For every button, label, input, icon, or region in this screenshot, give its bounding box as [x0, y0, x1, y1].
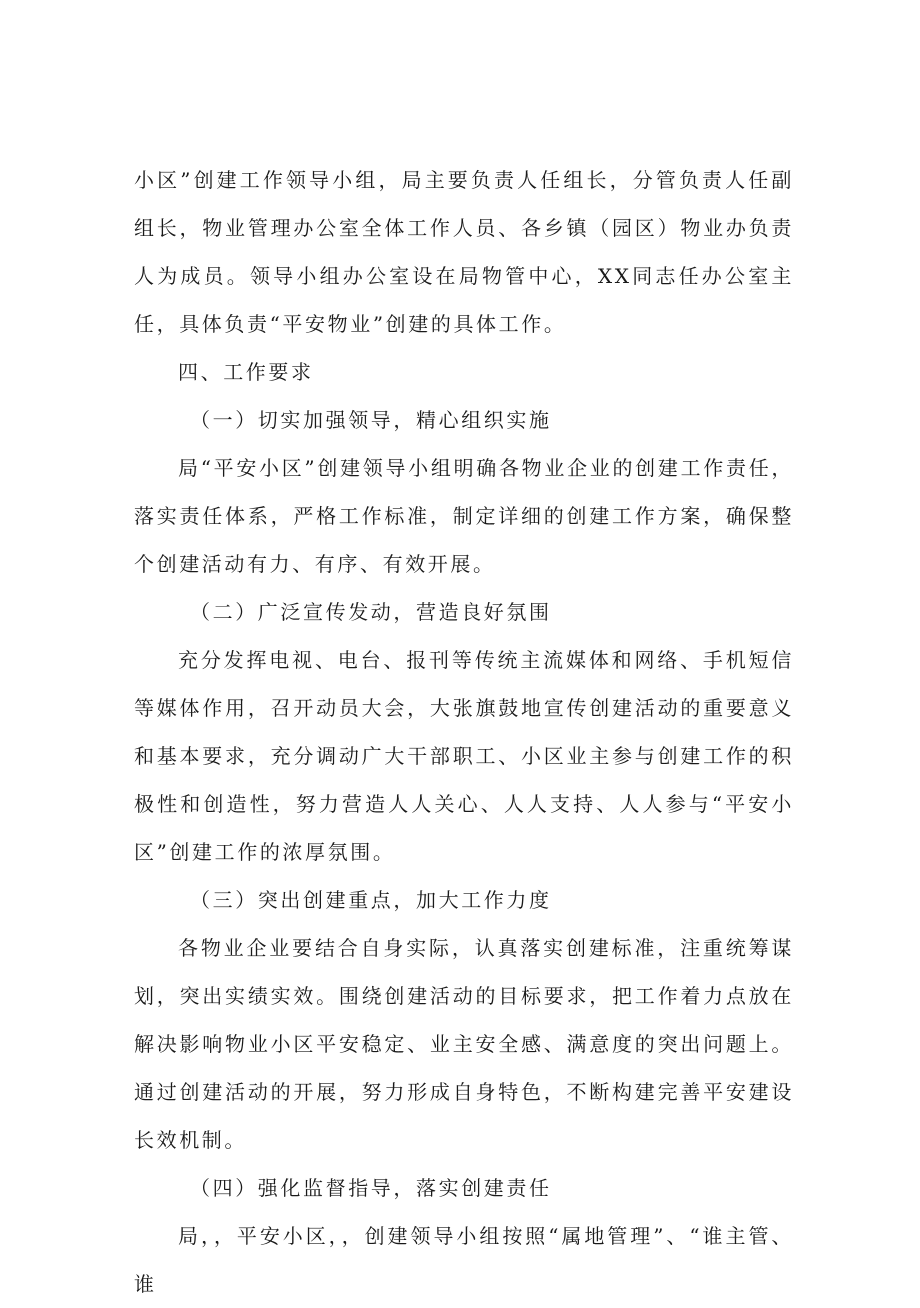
subheading-3: （三）突出创建重点，加大工作力度 — [190, 888, 552, 912]
paragraph-4: 局，，平安小区，，创建领导小组按照“属地管理”、“谁主管、谁 — [134, 1224, 794, 1296]
subheading-2: （二）广泛宣传发动，营造良好氛围 — [190, 600, 552, 624]
paragraph-3: 各物业企业要结合自身实际，认真落实创建标准，注重统筹谋划，突出实绩实效。围绕创建活动的目标要求，把工作着力点放在解决影响物业小区平安稳定、业主安全感、满意度的突出问题上。通过创建活动的开展，努力形成自身特色，不断构建完善平安建设长效机制。 — [134, 936, 794, 1152]
subheading-4: （四）强化监督指导，落实创建责任 — [190, 1176, 552, 1200]
paragraph-1: 局“平安小区”创建领导小组明确各物业企业的创建工作责任，落实责任体系，严格工作标准，制定详细的创建工作方案，确保整个创建活动有力、有序、有效开展。 — [134, 456, 794, 576]
section-heading-work-requirements: 四、工作要求 — [178, 360, 314, 384]
document-body — [134, 156, 794, 1308]
paragraph-2: 充分发挥电视、电台、报刊等传统主流媒体和网络、手机短信等媒体作用，召开动员大会，大张旗鼓地宣传创建活动的重要意义和基本要求，充分调动广大干部职工、小区业主参与创建工作的积极性和创造性，努力营造人人关心、人人支持、人人参与“平安小区”创建工作的浓厚氛围。 — [134, 648, 794, 864]
subheading-1: （一）切实加强领导，精心组织实施 — [190, 408, 552, 432]
paragraph-continuation: 小区”创建工作领导小组，局主要负责人任组长，分管负责人任副组长，物业管理办公室全体工作人员、各乡镇（园区）物业办负责人为成员。领导小组办公室设在局物管中心，XX同志任办公室主任，具体负责“平安物业”创建的具体工作。 — [134, 168, 794, 336]
